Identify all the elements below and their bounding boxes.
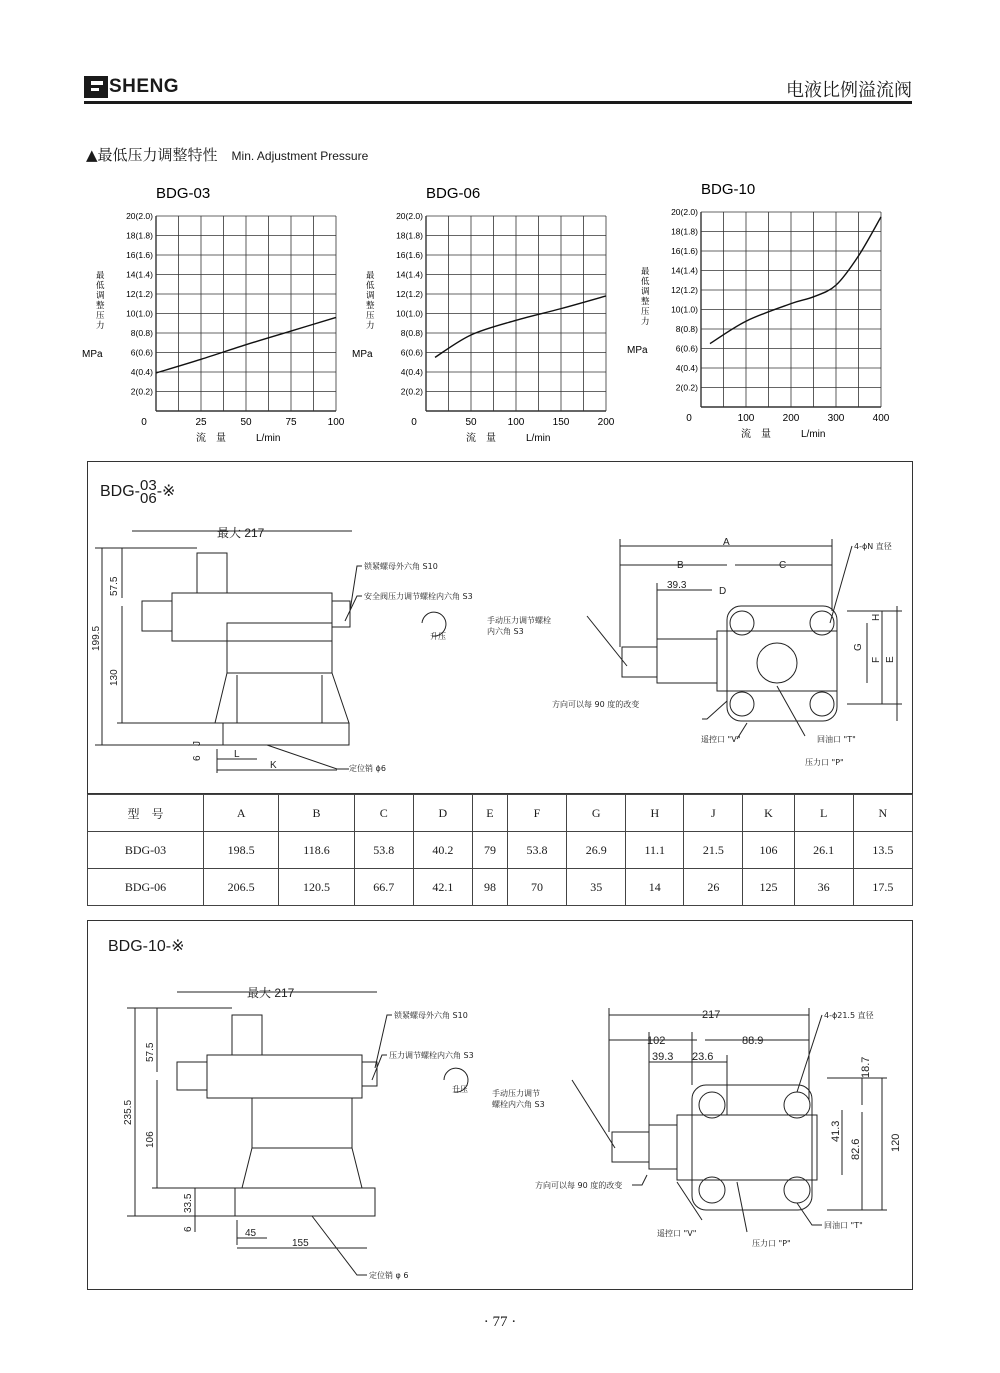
- chart-bdg03: [80, 178, 350, 448]
- table-cell: 120.5: [279, 869, 354, 906]
- x-tick-label: 100: [507, 417, 525, 428]
- x-tick-label: 0: [411, 417, 417, 428]
- label2-manual-adjust-1: 手动压力调节: [492, 1089, 540, 1098]
- dim2-6: 6: [183, 1226, 194, 1232]
- dim-130: 130: [109, 669, 120, 686]
- adjust-knob: [142, 601, 172, 631]
- x-tick-label: 150: [552, 417, 570, 428]
- model-suffix: -※: [156, 483, 176, 501]
- y-axis-label-char: 整: [96, 301, 105, 311]
- table-cell-model: BDG-03: [88, 832, 204, 869]
- dim2-82-6: 82.6: [850, 1138, 862, 1160]
- y-tick-label: 20(2.0): [671, 207, 698, 217]
- x-axis-label: 流 量: [466, 433, 496, 444]
- valve-base-upper: [227, 623, 332, 673]
- model-label-bdg10: BDG-10-※: [108, 938, 185, 955]
- header-rule: [84, 101, 912, 104]
- label2-rotate: 方向可以每 90 度的改变: [535, 1181, 623, 1190]
- table-cell: 14: [626, 869, 684, 906]
- front-plate: [727, 606, 837, 721]
- table-cell: 17.5: [853, 869, 912, 906]
- label2-pressure-port: 压力口 "P": [752, 1239, 791, 1248]
- section-title: [86, 144, 368, 165]
- y-tick-label: 4(0.4): [675, 363, 698, 373]
- table-cell: 118.6: [279, 832, 354, 869]
- y-axis-label-char: 调: [641, 287, 650, 297]
- x-tick-label: 0: [686, 413, 692, 424]
- y-tick-label: 4(0.4): [400, 367, 423, 377]
- label-locating-pin: 定位销 ϕ6: [349, 764, 386, 773]
- y-tick-label: 8(0.8): [400, 328, 423, 338]
- label2-manual-adjust-2: 螺栓内六角 S3: [492, 1100, 545, 1109]
- x-tick-label: 50: [240, 417, 252, 428]
- model-prefix: BDG-: [100, 483, 140, 501]
- x-axis-label: 流 量: [196, 433, 226, 444]
- table-cell: 53.8: [354, 832, 413, 869]
- table-cell: 40.2: [413, 832, 472, 869]
- x-tick-label: 100: [327, 417, 345, 428]
- y-tick-label: 6(0.6): [400, 347, 423, 358]
- dim2-41-3: 41.3: [830, 1120, 842, 1142]
- table-cell: 79: [472, 832, 507, 869]
- dim2-57-5: 57.5: [145, 1042, 156, 1062]
- table-header-cell: L: [794, 795, 853, 832]
- table-cell: 21.5: [684, 832, 743, 869]
- table-cell: 66.7: [354, 869, 413, 906]
- y-axis-label-char: 调: [366, 291, 375, 301]
- dim2-102: 102: [647, 1035, 666, 1047]
- dim-57-5: 57.5: [109, 576, 120, 596]
- table-cell-model: BDG-06: [88, 869, 204, 906]
- dim2-18-7: 18.7: [860, 1056, 872, 1078]
- x-tick-label: 300: [827, 413, 845, 424]
- label-rotate: 方向可以每 90 度的改变: [552, 700, 640, 709]
- label2-adjust: 压力调节螺栓内六角 S3: [389, 1051, 474, 1060]
- table-row: [88, 869, 913, 906]
- y-axis-unit: MPa: [627, 345, 648, 356]
- y-axis-label: [96, 271, 105, 331]
- model-top: 03: [140, 477, 157, 494]
- dim2-88-9: 88.9: [742, 1035, 764, 1047]
- y-axis-label-char: 压: [641, 307, 650, 317]
- label2-remote-port: 遥控口 "V": [657, 1229, 697, 1238]
- x-tick-label: 50: [465, 417, 477, 428]
- table-header-cell: E: [472, 795, 507, 832]
- dim-e: E: [885, 656, 896, 663]
- table-cell: 125: [743, 869, 794, 906]
- section-title-en: Min. Adjustment Pressure: [231, 149, 369, 163]
- chart-title: BDG-03: [156, 185, 211, 202]
- x-axis-unit: L/min: [256, 433, 281, 444]
- label-holes: 4-ϕN 直径: [854, 542, 892, 551]
- dim-c: C: [779, 560, 787, 571]
- table-cell: 42.1: [413, 869, 472, 906]
- chart-title: BDG-06: [426, 185, 481, 202]
- y-tick-label: 16(1.6): [671, 246, 698, 256]
- solenoid-body: [172, 593, 332, 641]
- y-tick-label: 6(0.6): [130, 347, 153, 358]
- logo-text: SHENG: [109, 76, 180, 97]
- connector: [197, 553, 227, 593]
- table-cell: 26: [684, 869, 743, 906]
- table-header-cell: G: [567, 795, 626, 832]
- y-axis-label-char: 力: [366, 321, 375, 331]
- y-tick-label: 20(2.0): [126, 211, 153, 221]
- y-tick-label: 12(1.2): [396, 289, 423, 299]
- table-cell: 35: [567, 869, 626, 906]
- label2-rise: 升压: [452, 1085, 468, 1094]
- dim2-max-217: 最大 217: [247, 986, 295, 1000]
- dim2-155: 155: [292, 1238, 309, 1249]
- dim2-33-5: 33.5: [183, 1193, 194, 1213]
- table-header-row: [88, 795, 913, 832]
- table-cell: 98: [472, 869, 507, 906]
- label-pressure-port: 压力口 "P": [805, 758, 844, 767]
- section-title-cn: ▲最低压力调整特性: [86, 146, 218, 164]
- y-tick-label: 8(0.8): [675, 324, 698, 334]
- dim-k: K: [270, 760, 277, 771]
- y-tick-label: 2(0.2): [130, 386, 153, 397]
- y-axis-unit: MPa: [352, 349, 373, 360]
- dim-6: 6: [192, 755, 203, 761]
- dim-h: H: [871, 613, 882, 621]
- x-tick-label: 75: [285, 417, 297, 428]
- label2-manual-adjust: [492, 1088, 545, 1109]
- dim-l: L: [234, 749, 240, 760]
- table-cell: 13.5: [853, 832, 912, 869]
- y-tick-label: 16(1.6): [396, 250, 423, 260]
- table-header-cell: C: [354, 795, 413, 832]
- y-axis-label-char: 整: [366, 301, 375, 311]
- y-axis-label-char: 最: [366, 271, 375, 281]
- dim-b: B: [677, 560, 684, 571]
- label2-locating-pin: 定位销 φ 6: [369, 1271, 409, 1280]
- label-rise: 升压: [430, 632, 446, 641]
- y-axis-unit: MPa: [82, 349, 103, 360]
- dim-g: G: [853, 643, 864, 651]
- y-axis-label-char: 低: [96, 281, 105, 291]
- y-tick-label: 10(1.0): [671, 304, 698, 315]
- y-axis-label-char: 最: [96, 271, 105, 281]
- y-axis-label-char: 调: [96, 291, 105, 301]
- dim-d: D: [719, 586, 727, 597]
- label-manual-adjust-1: 手动压力调节螺栓: [487, 616, 551, 625]
- dim-max-217: 最大 217: [217, 526, 265, 540]
- x-tick-label: 100: [737, 413, 755, 424]
- dim-a: A: [723, 537, 730, 548]
- x-axis-unit: L/min: [526, 433, 551, 444]
- y-tick-label: 20(2.0): [396, 211, 423, 221]
- table-cell: 36: [794, 869, 853, 906]
- y-tick-label: 10(1.0): [126, 308, 153, 319]
- table-header-cell: F: [507, 795, 566, 832]
- y-axis-label-char: 整: [641, 297, 650, 307]
- y-tick-label: 2(0.2): [400, 386, 423, 397]
- pressure-curve: [710, 217, 881, 344]
- dim2-235-5: 235.5: [123, 1099, 134, 1125]
- y-tick-label: 18(1.8): [396, 230, 423, 241]
- table-header-cell: D: [413, 795, 472, 832]
- y-tick-label: 8(0.8): [130, 328, 153, 338]
- table-row: [88, 832, 913, 869]
- y-axis-label-char: 压: [96, 311, 105, 321]
- y-axis-label-char: 低: [366, 281, 375, 291]
- dim2-23-6: 23.6: [692, 1051, 714, 1063]
- y-axis-label-char: 压: [366, 311, 375, 321]
- pressure-curve: [435, 296, 606, 357]
- dim-j: J: [192, 741, 203, 746]
- table-header-cell: A: [204, 795, 279, 832]
- y-tick-label: 10(1.0): [396, 308, 423, 319]
- table-cell: 106: [743, 832, 794, 869]
- dim-199-5: 199.5: [91, 625, 102, 651]
- logo-mark: [84, 76, 108, 98]
- table-header-cell: N: [853, 795, 912, 832]
- dimension-table: [87, 794, 913, 906]
- label-safety-valve: 安全阀压力调节螺栓内六角 S3: [364, 592, 473, 601]
- dim2-217: 217: [702, 1009, 721, 1021]
- dim2-39-3: 39.3: [652, 1051, 674, 1063]
- label-return-port: 回油口 "T": [817, 735, 856, 744]
- table-header-cell: B: [279, 795, 354, 832]
- dim2-45: 45: [245, 1228, 257, 1239]
- y-tick-label: 14(1.4): [396, 269, 423, 280]
- x-tick-label: 0: [141, 417, 147, 428]
- label2-return-port: 回油口 "T": [824, 1221, 863, 1230]
- drawing-bdg10: [87, 920, 913, 1290]
- table-cell: 26.9: [567, 832, 626, 869]
- y-axis-label-char: 低: [641, 277, 650, 287]
- x-tick-label: 200: [782, 413, 800, 424]
- y-axis-label-char: 力: [641, 317, 650, 327]
- label2-locknut: 锁紧螺母外六角 S10: [394, 1011, 468, 1020]
- chart-bdg10: [625, 174, 905, 444]
- y-tick-label: 4(0.4): [130, 367, 153, 377]
- x-axis-unit: L/min: [801, 429, 826, 440]
- valve-base-lower: [215, 673, 349, 723]
- y-tick-label: 14(1.4): [126, 269, 153, 280]
- y-tick-label: 12(1.2): [126, 289, 153, 299]
- label-manual-adjust: [487, 615, 551, 636]
- chart-title: BDG-10: [701, 181, 756, 198]
- y-axis-label: [641, 267, 650, 327]
- y-axis-label-char: 力: [96, 321, 105, 331]
- y-tick-label: 18(1.8): [126, 230, 153, 241]
- y-tick-label: 14(1.4): [671, 265, 698, 276]
- dim2-120: 120: [890, 1133, 902, 1152]
- table-cell: 53.8: [507, 832, 566, 869]
- page-header-title: 电液比例溢流阀: [786, 80, 912, 101]
- y-tick-label: 16(1.6): [126, 250, 153, 260]
- dim-f: F: [871, 656, 882, 663]
- label-remote-port: 遥控口 "V": [701, 735, 741, 744]
- x-tick-label: 25: [195, 417, 207, 428]
- table-cell: 70: [507, 869, 566, 906]
- table-cell: 206.5: [204, 869, 279, 906]
- brand-logo: [84, 76, 179, 98]
- y-tick-label: 2(0.2): [675, 382, 698, 393]
- dim2-106: 106: [145, 1131, 156, 1148]
- x-axis-label: 流 量: [741, 429, 771, 440]
- table-cell: 26.1: [794, 832, 853, 869]
- x-tick-label: 200: [597, 417, 615, 428]
- dim-39-3: 39.3: [667, 580, 687, 591]
- valve-foot: [223, 723, 349, 745]
- label2-holes: 4-ϕ21.5 直径: [824, 1011, 874, 1020]
- table-header-cell: H: [626, 795, 684, 832]
- y-axis-label-char: 最: [641, 267, 650, 277]
- page-number: · 77 ·: [483, 1314, 517, 1330]
- table-header-cell: K: [743, 795, 794, 832]
- chart-bdg06: [350, 178, 620, 448]
- y-tick-label: 18(1.8): [671, 226, 698, 237]
- table-cell: 198.5: [204, 832, 279, 869]
- y-axis-label: [366, 271, 375, 331]
- drawing-bdg03-06: [87, 461, 913, 794]
- label-manual-adjust-2: 内六角 S3: [487, 627, 524, 636]
- table-header-cell: 型 号: [88, 795, 204, 832]
- label-locknut: 锁紧螺母外六角 S10: [364, 562, 438, 571]
- table-header-cell: J: [684, 795, 743, 832]
- table-cell: 11.1: [626, 832, 684, 869]
- y-tick-label: 12(1.2): [671, 285, 698, 295]
- y-tick-label: 6(0.6): [675, 343, 698, 354]
- x-tick-label: 400: [872, 413, 890, 424]
- model-bottom: 06: [140, 490, 157, 507]
